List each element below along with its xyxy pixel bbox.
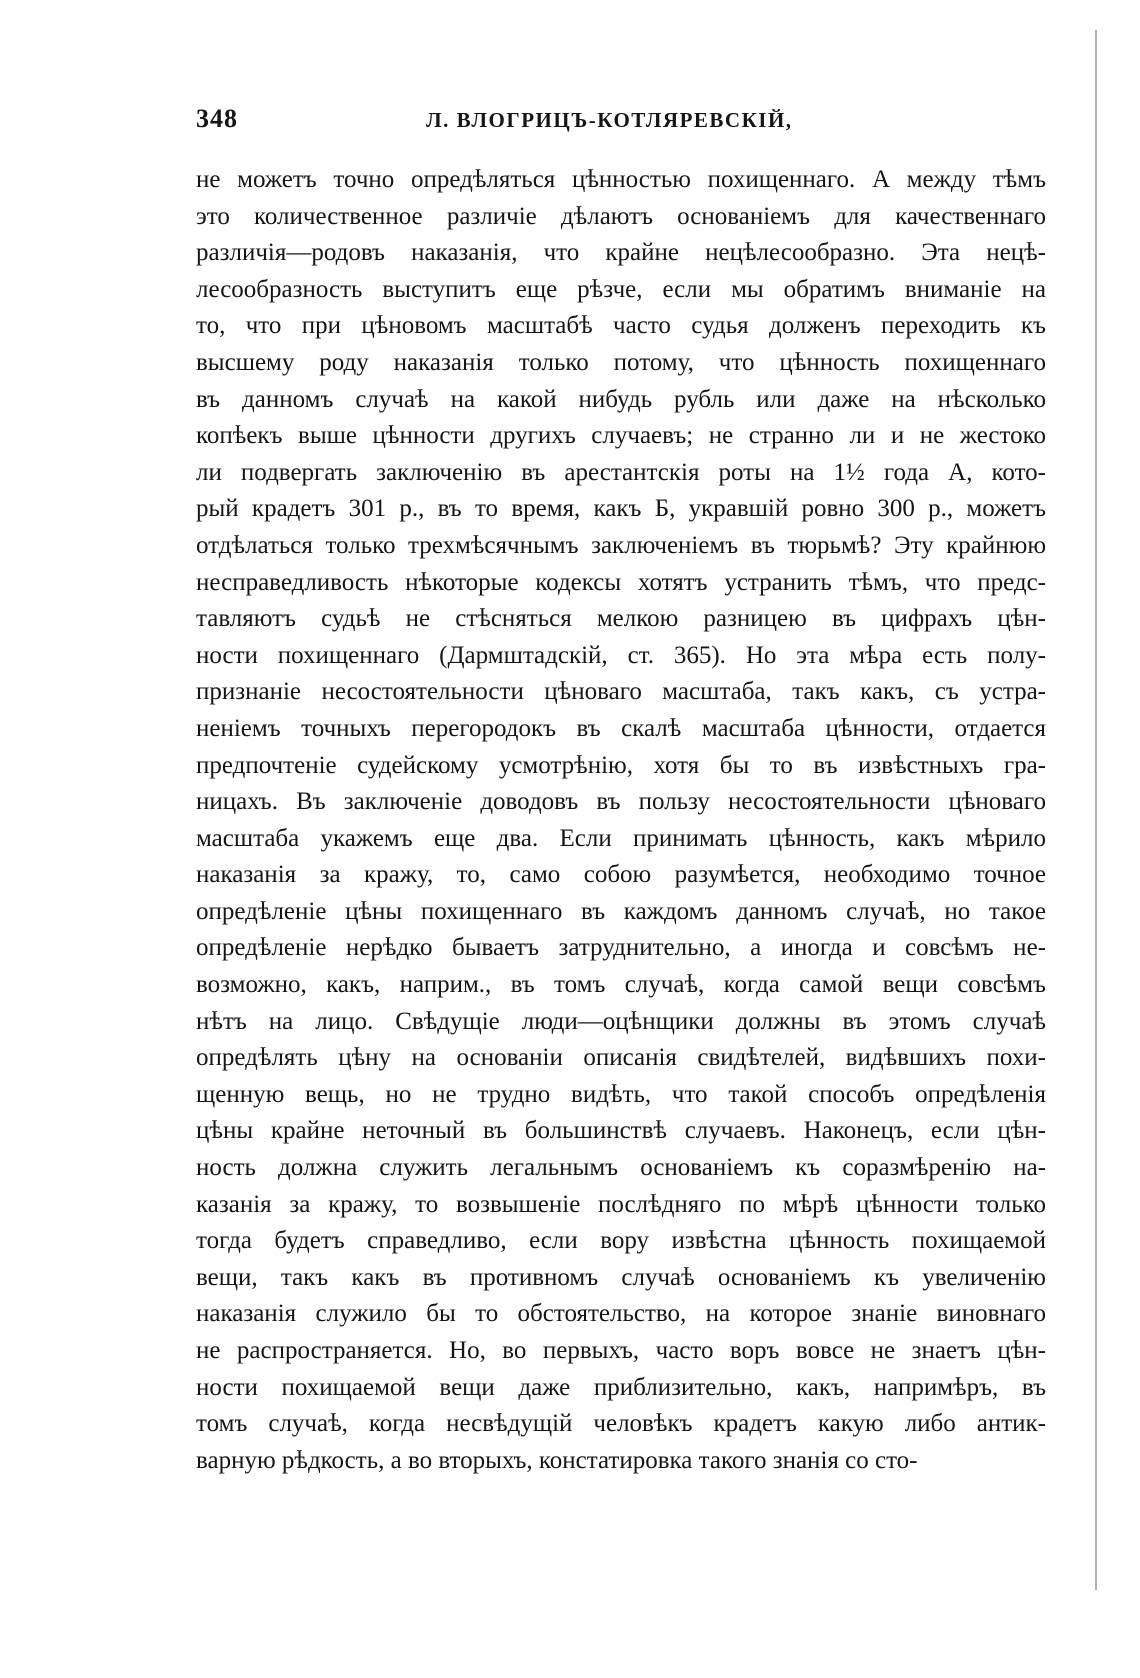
- text-line: лесообразность выступитъ еще рѣзче, если мы обратимъ вниманіе на: [196, 275, 1046, 303]
- text-line: наказанія за кражу, то, само собою разумѣется, необходимо точное: [196, 861, 1046, 889]
- text-line: это количественное различіе дѣлаютъ основаніемъ для качественнаго: [196, 202, 1046, 230]
- text-line: наказанія служило бы то обстоятельство, на которое знаніе виновнаго: [196, 1300, 1046, 1328]
- text-line: высшему роду наказанія только потому, что цѣнность похищеннаго: [196, 348, 1046, 376]
- text-line: въ данномъ случаѣ на какой нибудь рубль или даже на нѣсколько: [196, 385, 1046, 413]
- text-line: вещи, такъ какъ въ противномъ случаѣ основаніемъ къ увеличенію: [196, 1263, 1046, 1291]
- text-line: щенную вещь, но не трудно видѣть, что такой способъ опредѣленія: [196, 1080, 1046, 1108]
- text-line: различія—родовъ наказанія, что крайне нецѣлесообразно. Эта нецѣ-: [196, 239, 1046, 267]
- page-header: [196, 104, 1056, 144]
- text-line: рый крадетъ 301 р., въ то время, какъ Б, укравшій ровно 300 р., можетъ: [196, 495, 1046, 523]
- text-line: ности похищаемой вещи даже приблизительно, какъ, напримѣръ, въ: [196, 1373, 1046, 1401]
- page-edge-rule: [1095, 30, 1097, 1590]
- text-line: копѣекъ выше цѣнности другихъ случаевъ; не странно ли и не жестоко: [196, 422, 1046, 450]
- text-line: ли подвергать заключенію въ арестантскія роты на 1½ года А, кото-: [196, 458, 1046, 486]
- page-number: 348: [196, 104, 238, 133]
- text-line: ность должна служить легальнымъ основаніемъ къ соразмѣренію на-: [196, 1154, 1046, 1182]
- text-line: ницахъ. Въ заключеніе доводовъ въ пользу несостоятельности цѣноваго: [196, 788, 1046, 816]
- text-line: томъ случаѣ, когда несвѣдущій человѣкъ крадетъ какую либо антик-: [196, 1410, 1046, 1438]
- text-line: неніемъ точныхъ перегородокъ въ скалѣ масштаба цѣнности, отдается: [196, 714, 1046, 742]
- text-line: не можетъ точно опредѣляться цѣнностью похищеннаго. А между тѣмъ: [196, 166, 1046, 193]
- text-line: отдѣлаться только трехмѣсячнымъ заключеніемъ въ тюрьмѣ? Эту крайнюю: [196, 531, 1046, 559]
- text-line: ности похищеннаго (Дармштадскій, ст. 365). Но эта мѣра есть полу-: [196, 641, 1046, 669]
- text-line: цѣны крайне неточный въ большинствѣ случаевъ. Наконецъ, если цѣн-: [196, 1117, 1046, 1145]
- text-line: тавляютъ судьѣ не стѣсняться мелкою разницею въ цифрахъ цѣн-: [196, 605, 1046, 633]
- text-line: нѣтъ на лицо. Свѣдущіе люди—оцѣнщики должны въ этомъ случаѣ: [196, 1007, 1046, 1035]
- running-head: Л. ВЛОГРИЦЪ-КОТЛЯРЕВСКІЙ,: [426, 108, 793, 132]
- text-line: масштаба укажемъ еще два. Если принимать цѣнность, какъ мѣрило: [196, 824, 1046, 852]
- text-line: опредѣленіе нерѣдко бываетъ затруднительно, а иногда и совсѣмъ не-: [196, 934, 1046, 962]
- text-line: несправедливость нѣкоторые кодексы хотятъ устранить тѣмъ, что предс-: [196, 568, 1046, 596]
- text-line: то, что при цѣновомъ масштабѣ часто судья долженъ переходить къ: [196, 312, 1046, 340]
- text-line: опредѣлять цѣну на основаніи описанія свидѣтелей, видѣвшихъ похи-: [196, 1044, 1046, 1072]
- text-line: тогда будетъ справедливо, если вору извѣстна цѣнность похищаемой: [196, 1227, 1046, 1255]
- text-line: не распространяется. Но, во первыхъ, часто воръ вовсе не знаетъ цѣн-: [196, 1337, 1046, 1364]
- text-line: признаніе несостоятельности цѣноваго масштаба, такъ какъ, съ устра-: [196, 678, 1046, 706]
- text-line: варную рѣдкость, а во вторыхъ, констатировка такого знанія со сто-: [196, 1446, 918, 1474]
- text-line: возможно, какъ, наприм., въ томъ случаѣ, когда самой вещи совсѣмъ: [196, 971, 1046, 999]
- text-line: казанія за кражу, то возвышеніе послѣдняго по мѣрѣ цѣнности только: [196, 1190, 1046, 1218]
- text-line: предпочтеніе судейскому усмотрѣнію, хотя бы то въ извѣстныхъ гра-: [196, 751, 1046, 779]
- body-text: [196, 162, 1046, 1479]
- text-line: опредѣленіе цѣны похищеннаго въ каждомъ данномъ случаѣ, но такое: [196, 897, 1046, 925]
